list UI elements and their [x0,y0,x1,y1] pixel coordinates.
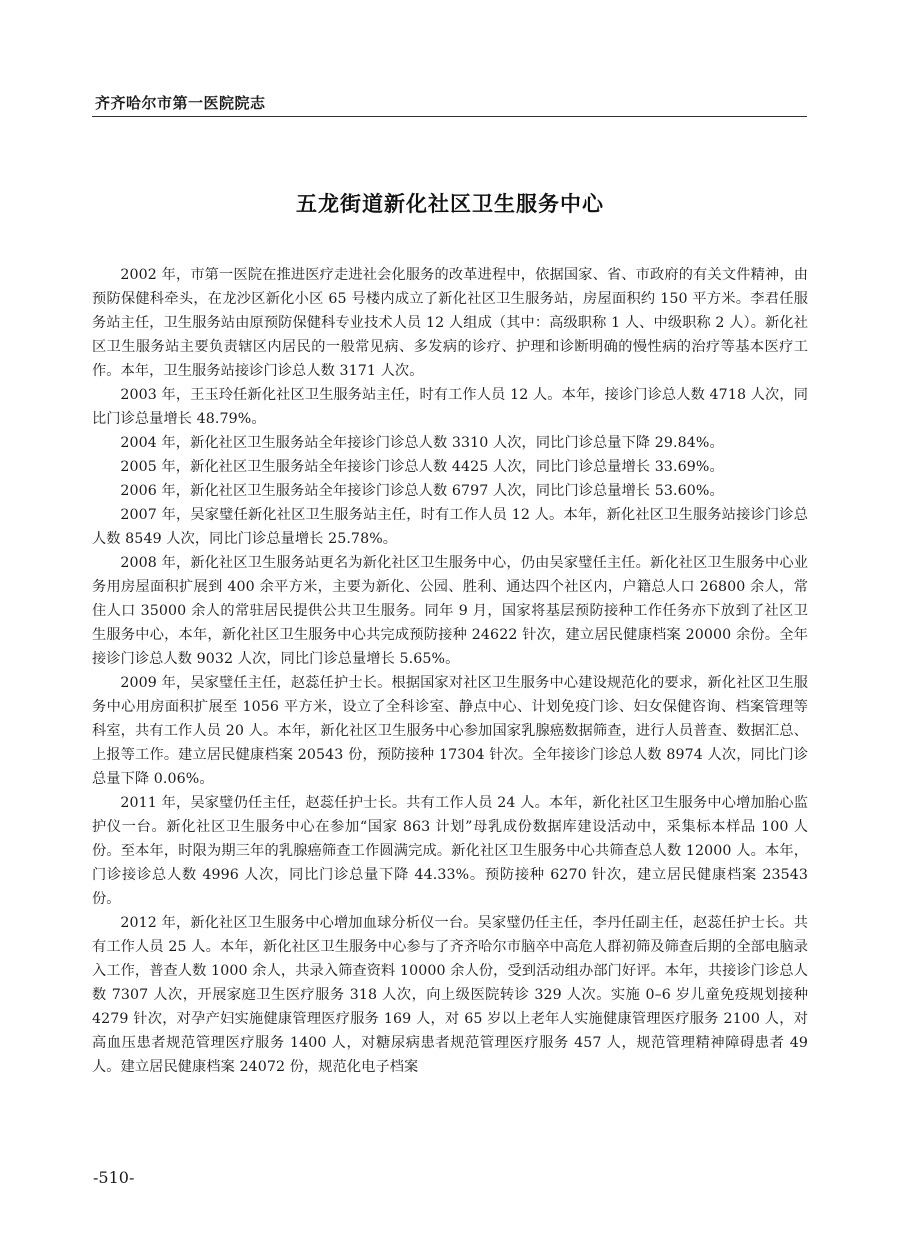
header-rule [92,116,807,117]
paragraph-2008: 2008 年，新化社区卫生服务站更名为新化社区卫生服务中心，仍由吴家璧任主任。新化社区卫生服务中心业务用房屋面积扩展到 400 余平方米，主要为新化、公园、胜利、通达四个社区内，户籍总人口 26800 余人，常住人口 35000 余人的常驻居民提供公共卫生服务。同年 9 月，国家将基层预防接种工作任务亦下放到了社区卫生服务中心，本年，新化社区卫生服务中心共完成预防接种 24622 针次，建立居民健康档案 20000 余份。全年接诊门诊总人数 9032 人次，同比门诊总量增长 5.65%。 [92,555,808,667]
paragraph-2012: 2012 年，新化社区卫生服务中心增加血球分析仪一台。吴家璧仍任主任，李丹任副主任，赵蕊任护士长。共有工作人员 25 人。本年，新化社区卫生服务中心参与了齐齐哈尔市脑卒中高危人群初筛及筛查后期的全部电脑录入工作，普查人数 1000 余人，共录入筛查资料 10000 余人份，受到活动组办部门好评。本年，共接诊门诊总人数 7307 人次，开展家庭卫生医疗服务 318 人次，向上级医院转诊 329 人次。实施 0–6 岁儿童免疫规划接种 4279 针次，对孕产妇实施健康管理医疗服务 169 人，对 65 岁以上老年人实施健康管理医疗服务 2100 人，对高血压患者规范管理医疗服务 1400 人，对糖尿病患者规范管理医疗服务 457 人，规范管理精神障碍患者 49 人。建立居民健康档案 24072 份，规范化电子档案 [92,915,808,1075]
page-number: -510- [93,1168,135,1187]
paragraph-2011: 2011 年，吴家璧仍任主任，赵蕊任护士长。共有工作人员 24 人。本年，新化社区卫生服务中心增加胎心监护仪一台。新化社区卫生服务中心在参加“国家 863 计划”母乳成份数据库建设活动中，采集标本样品 100 人份。至本年，时限为期三年的乳腺癌筛查工作圆满完成。新化社区卫生服务中心共筛查总人数 12000 人。本年，门诊接诊总人数 4996 人次，同比门诊总量下降 44.33%。预防接种 6270 针次，建立居民健康档案 23543 份。 [92,795,808,907]
paragraph-2002: 2002 年，市第一医院在推进医疗走进社会化服务的改革进程中，依据国家、省、市政府的有关文件精神，由预防保健科牵头，在龙沙区新化小区 65 号楼内成立了新化社区卫生服务站，房屋面积约 150 平方米。李君任服务站主任，卫生服务站由原预防保健科专业技术人员 12 人组成（其中：高级职称 1 人、中级职称 2 人）。新化社区卫生服务站主要负责辖区内居民的一般常见病、多发病的诊疗、护理和诊断明确的慢性病的治疗等基本医疗工作。本年，卫生服务站接诊门诊总人数 3171 人次。 [92,267,808,379]
paragraph-2007: 2007 年，吴家璧任新化社区卫生服务站主任，时有工作人员 12 人。本年，新化社区卫生服务站接诊门诊总人数 8549 人次，同比门诊总量增长 25.78%。 [92,507,808,547]
page-title: 五龙街道新化社区卫生服务中心 [296,192,604,216]
running-header: 齐齐哈尔市第一医院院志 [95,94,266,112]
paragraph-2006: 2006 年，新化社区卫生服务站全年接诊门诊总人数 6797 人次，同比门诊总量增长 53.60%。 [120,483,724,499]
article-body [92,263,808,1079]
paragraph-2003: 2003 年，王玉玲任新化社区卫生服务站主任，时有工作人员 12 人。本年，接诊门诊总人数 4718 人次，同比门诊总量增长 48.79%。 [92,387,808,427]
paragraph-2004: 2004 年，新化社区卫生服务站全年接诊门诊总人数 3310 人次，同比门诊总量下降 29.84%。 [120,435,724,451]
paragraph-2005: 2005 年，新化社区卫生服务站全年接诊门诊总人数 4425 人次，同比门诊总量增长 33.69%。 [120,459,724,475]
paragraph-2009: 2009 年，吴家璧任主任，赵蕊任护士长。根据国家对社区卫生服务中心建设规范化的要求，新化社区卫生服务中心用房面积扩展至 1056 平方米，设立了全科诊室、静点中心、计划免疫门诊、妇女保健咨询、档案管理等科室，共有工作人员 20 人。本年，新化社区卫生服务中心参加国家乳腺癌数据筛查，进行人员普查、数据汇总、上报等工作。建立居民健康档案 20543 份，预防接种 17304 针次。全年接诊门诊总人数 8974 人次，同比门诊总量下降 0.06%。 [92,675,808,787]
